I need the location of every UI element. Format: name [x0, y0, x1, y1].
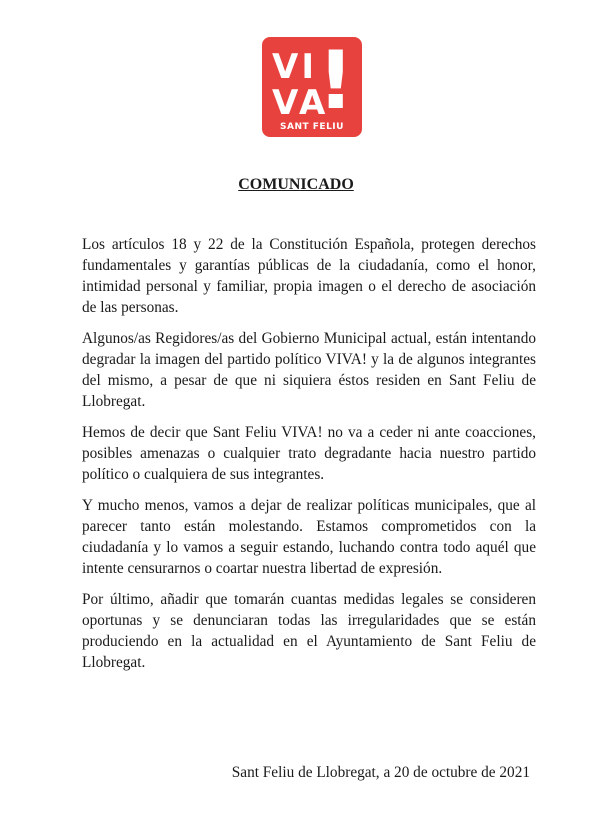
logo-text-va: VA — [272, 83, 329, 123]
paragraph-2: Algunos/as Regidores/as del Gobierno Municipal actual, están intentando degradar la imagen del partido político VIVA! y la de algunos integrantes del mismo, a pesar de que ni siquiera éstos residen en Sant Feliu de Llobregat. — [82, 330, 536, 410]
document-title: COMUNICADO — [238, 176, 354, 193]
paragraph-3: Hemos de decir que Sant Feliu VIVA! no va a ceder ni ante coacciones, posibles amenazas o cualquier trato degradante hacia nuestro partido político o cualquiera de sus integrantes. — [82, 424, 536, 483]
paragraph-5: Por último, añadir que tomarán cuantas medidas legales se consideren oportunas y se denunciaran todas las irregularidades que se están produciendo en la actualidad en el Ayuntamiento de Sant Feliu de Llobregat. — [82, 591, 536, 671]
signature-place-date: Sant Feliu de Llobregat, a 20 de octubre de 2021 — [231, 764, 530, 781]
logo-subtitle: SANT FELIU — [280, 122, 344, 132]
document-body — [82, 234, 536, 683]
logo-text-vi: VI — [272, 47, 317, 87]
logo-exclamation: ! — [317, 37, 354, 127]
paragraph-4: Y mucho menos, vamos a dejar de realizar políticas municipales, que al parecer tanto están molestando. Estamos comprometidos con la ciudadanía y lo vamos a seguir estando, luchando contra todo aquél que intente censurarnos o coartar nuestra libertad de expresión. — [82, 497, 536, 577]
viva-logo — [262, 37, 362, 137]
paragraph-1: Los artículos 18 y 22 de la Constitución Española, protegen derechos fundamentales y garantías públicas de la ciudadanía, como el honor, intimidad personal y familiar, propia imagen o el derecho de asociación de las personas. — [82, 236, 536, 316]
